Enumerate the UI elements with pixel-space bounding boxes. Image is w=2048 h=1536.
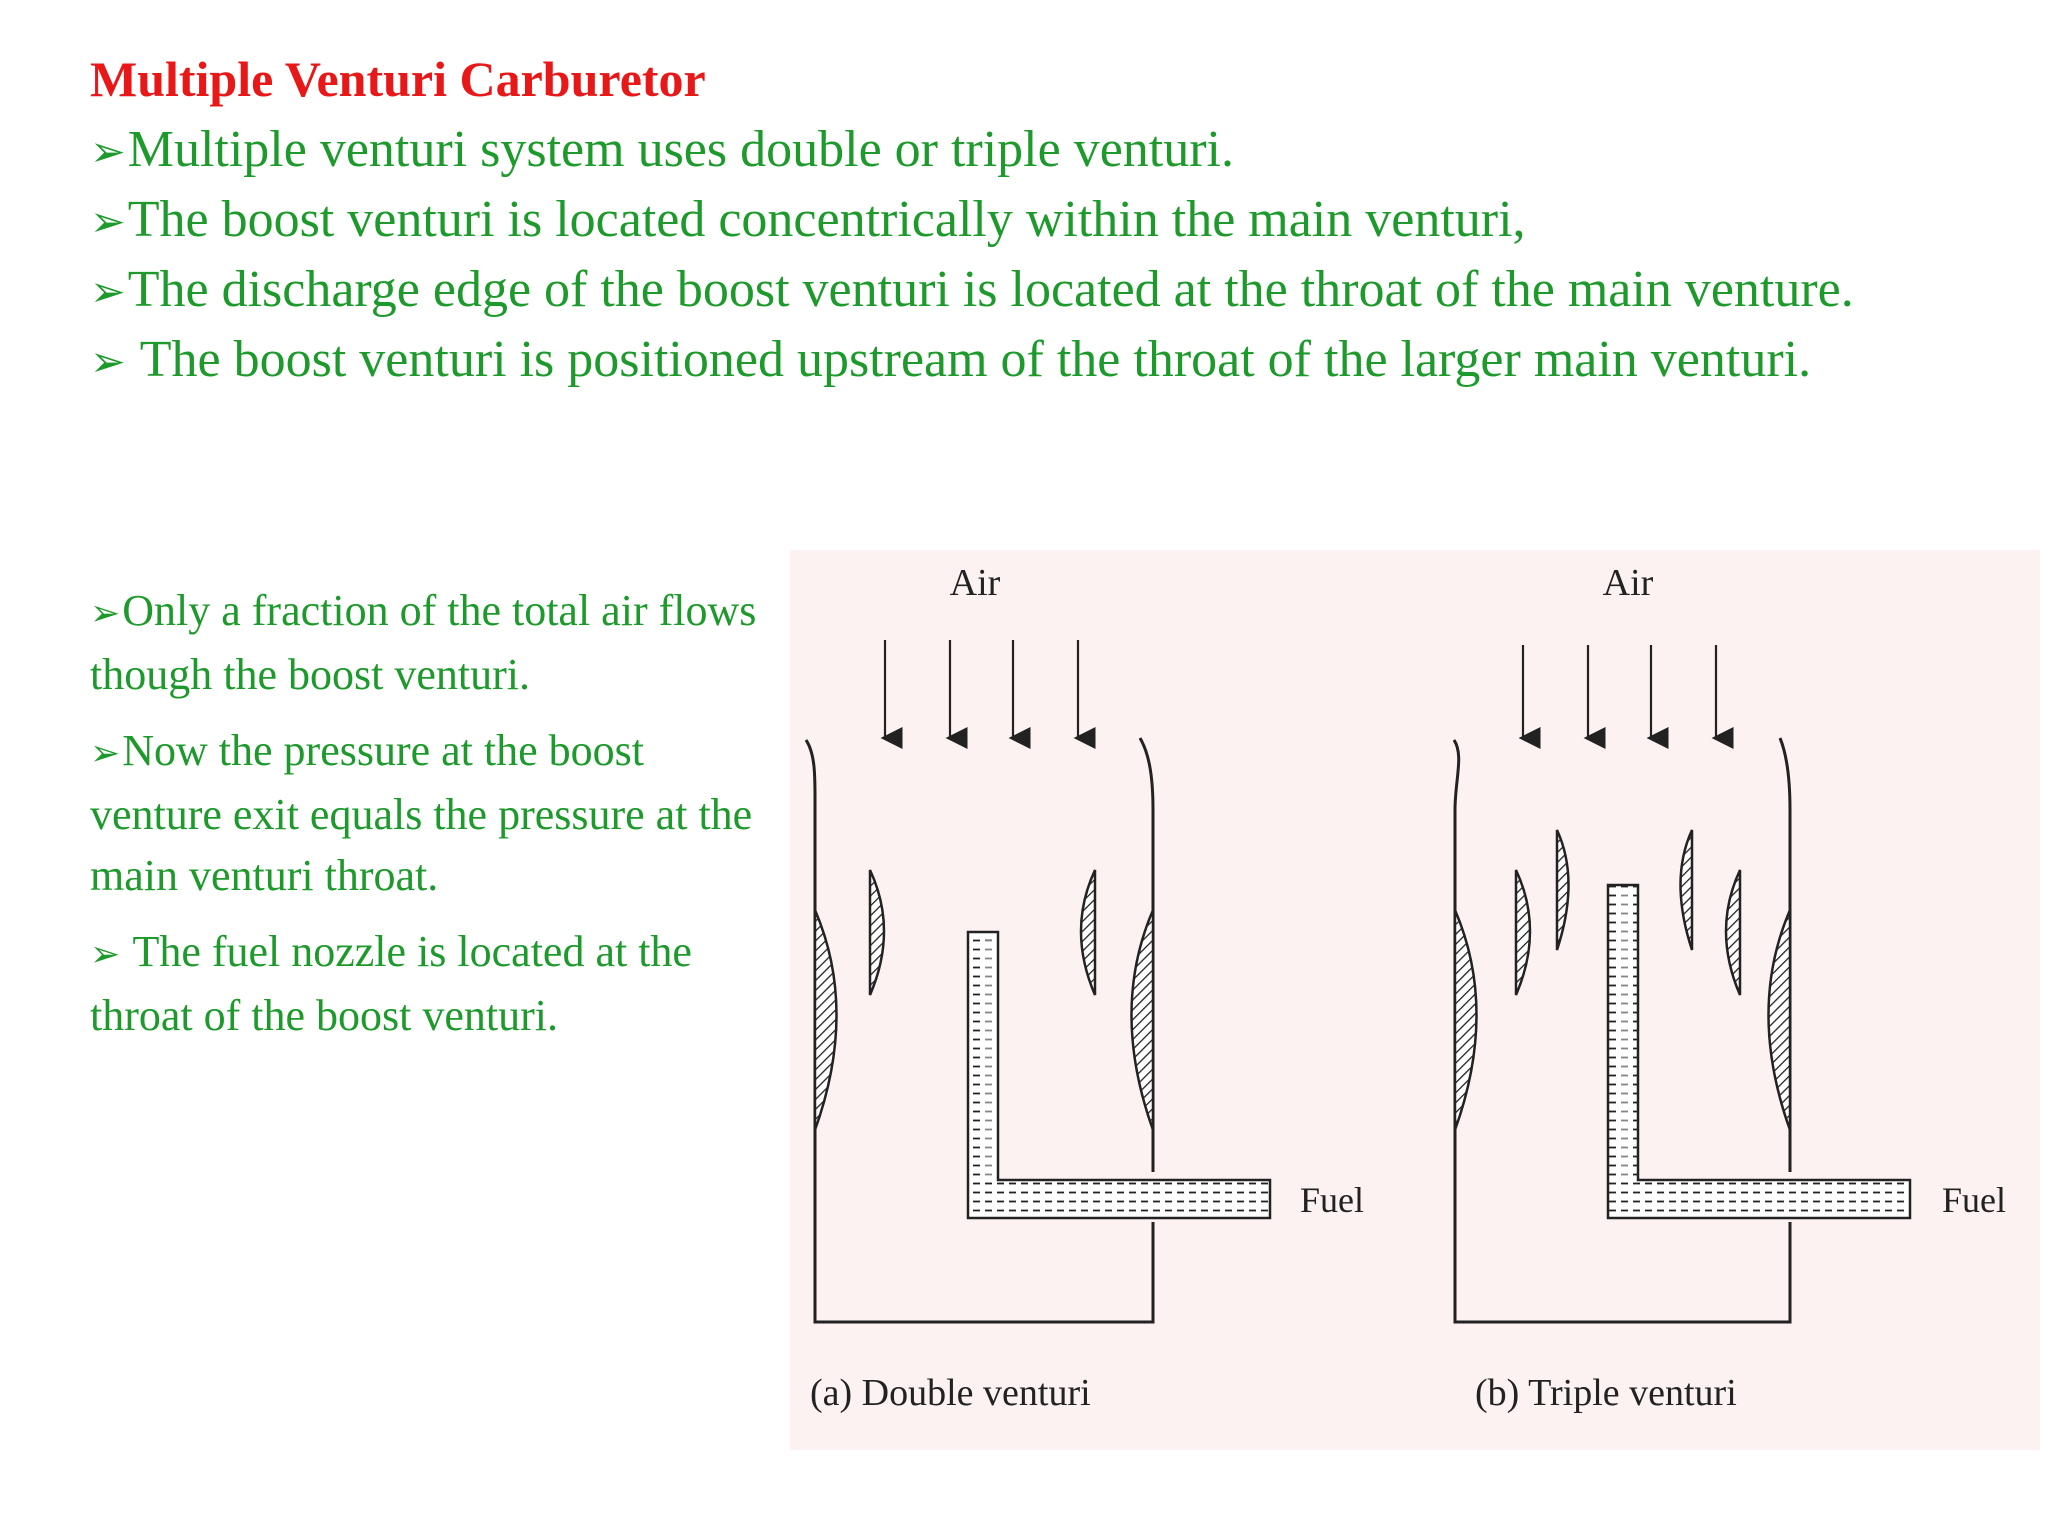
bullet-text: The discharge edge of the boost venturi is located at the throat of the main venture. — [127, 261, 1854, 318]
main-bullet-list — [90, 116, 1970, 396]
triple-fuel-label: Fuel — [1942, 1180, 2007, 1220]
side-bullet-item — [90, 921, 770, 1046]
bullet-arrow-icon: ➢ — [90, 127, 126, 177]
side-bullet-item — [90, 580, 770, 705]
triple-fuel-passage-core — [1620, 893, 1632, 1180]
venturi-figure — [780, 540, 2048, 1470]
page-title: Multiple Venturi Carburetor — [90, 51, 706, 107]
side-bullet-text: Now the pressure at the boost venture exit equals the pressure at the main venturi throat. — [90, 726, 753, 900]
bullet-arrow-icon: ➢ — [90, 592, 121, 634]
bullet-arrow-icon: ➢ — [90, 267, 126, 317]
double-air-label: Air — [949, 562, 1001, 604]
bullet-text: The boost venturi is positioned upstream of the throat of the larger main venturi. — [127, 331, 1812, 388]
bullet-item — [90, 116, 1970, 186]
triple-caption: (b) Triple venturi — [1475, 1372, 1737, 1414]
triple-air-label: Air — [1602, 562, 1654, 604]
bullet-arrow-icon: ➢ — [90, 933, 121, 975]
side-bullet-item — [90, 720, 770, 906]
bullet-arrow-icon: ➢ — [90, 197, 126, 247]
side-bullet-list — [90, 580, 770, 1061]
side-bullet-text: Only a fraction of the total air flows though the boost venturi. — [90, 586, 757, 699]
bullet-arrow-icon: ➢ — [90, 732, 121, 774]
bullet-text: Multiple venturi system uses double or triple venturi. — [127, 121, 1234, 178]
bullet-text: The boost venturi is located concentrically within the main venturi, — [127, 191, 1526, 248]
double-fuel-label: Fuel — [1300, 1180, 1365, 1220]
side-bullet-text: The fuel nozzle is located at the throat of the boost venturi. — [90, 927, 692, 1040]
bullet-arrow-icon: ➢ — [90, 337, 126, 387]
double-fuel-passage-core — [980, 940, 992, 1180]
bullet-item — [90, 326, 1970, 396]
bullet-item — [90, 186, 1970, 256]
venturi-diagram — [780, 540, 2048, 1470]
bullet-item — [90, 256, 1970, 326]
double-caption: (a) Double venturi — [810, 1372, 1091, 1414]
